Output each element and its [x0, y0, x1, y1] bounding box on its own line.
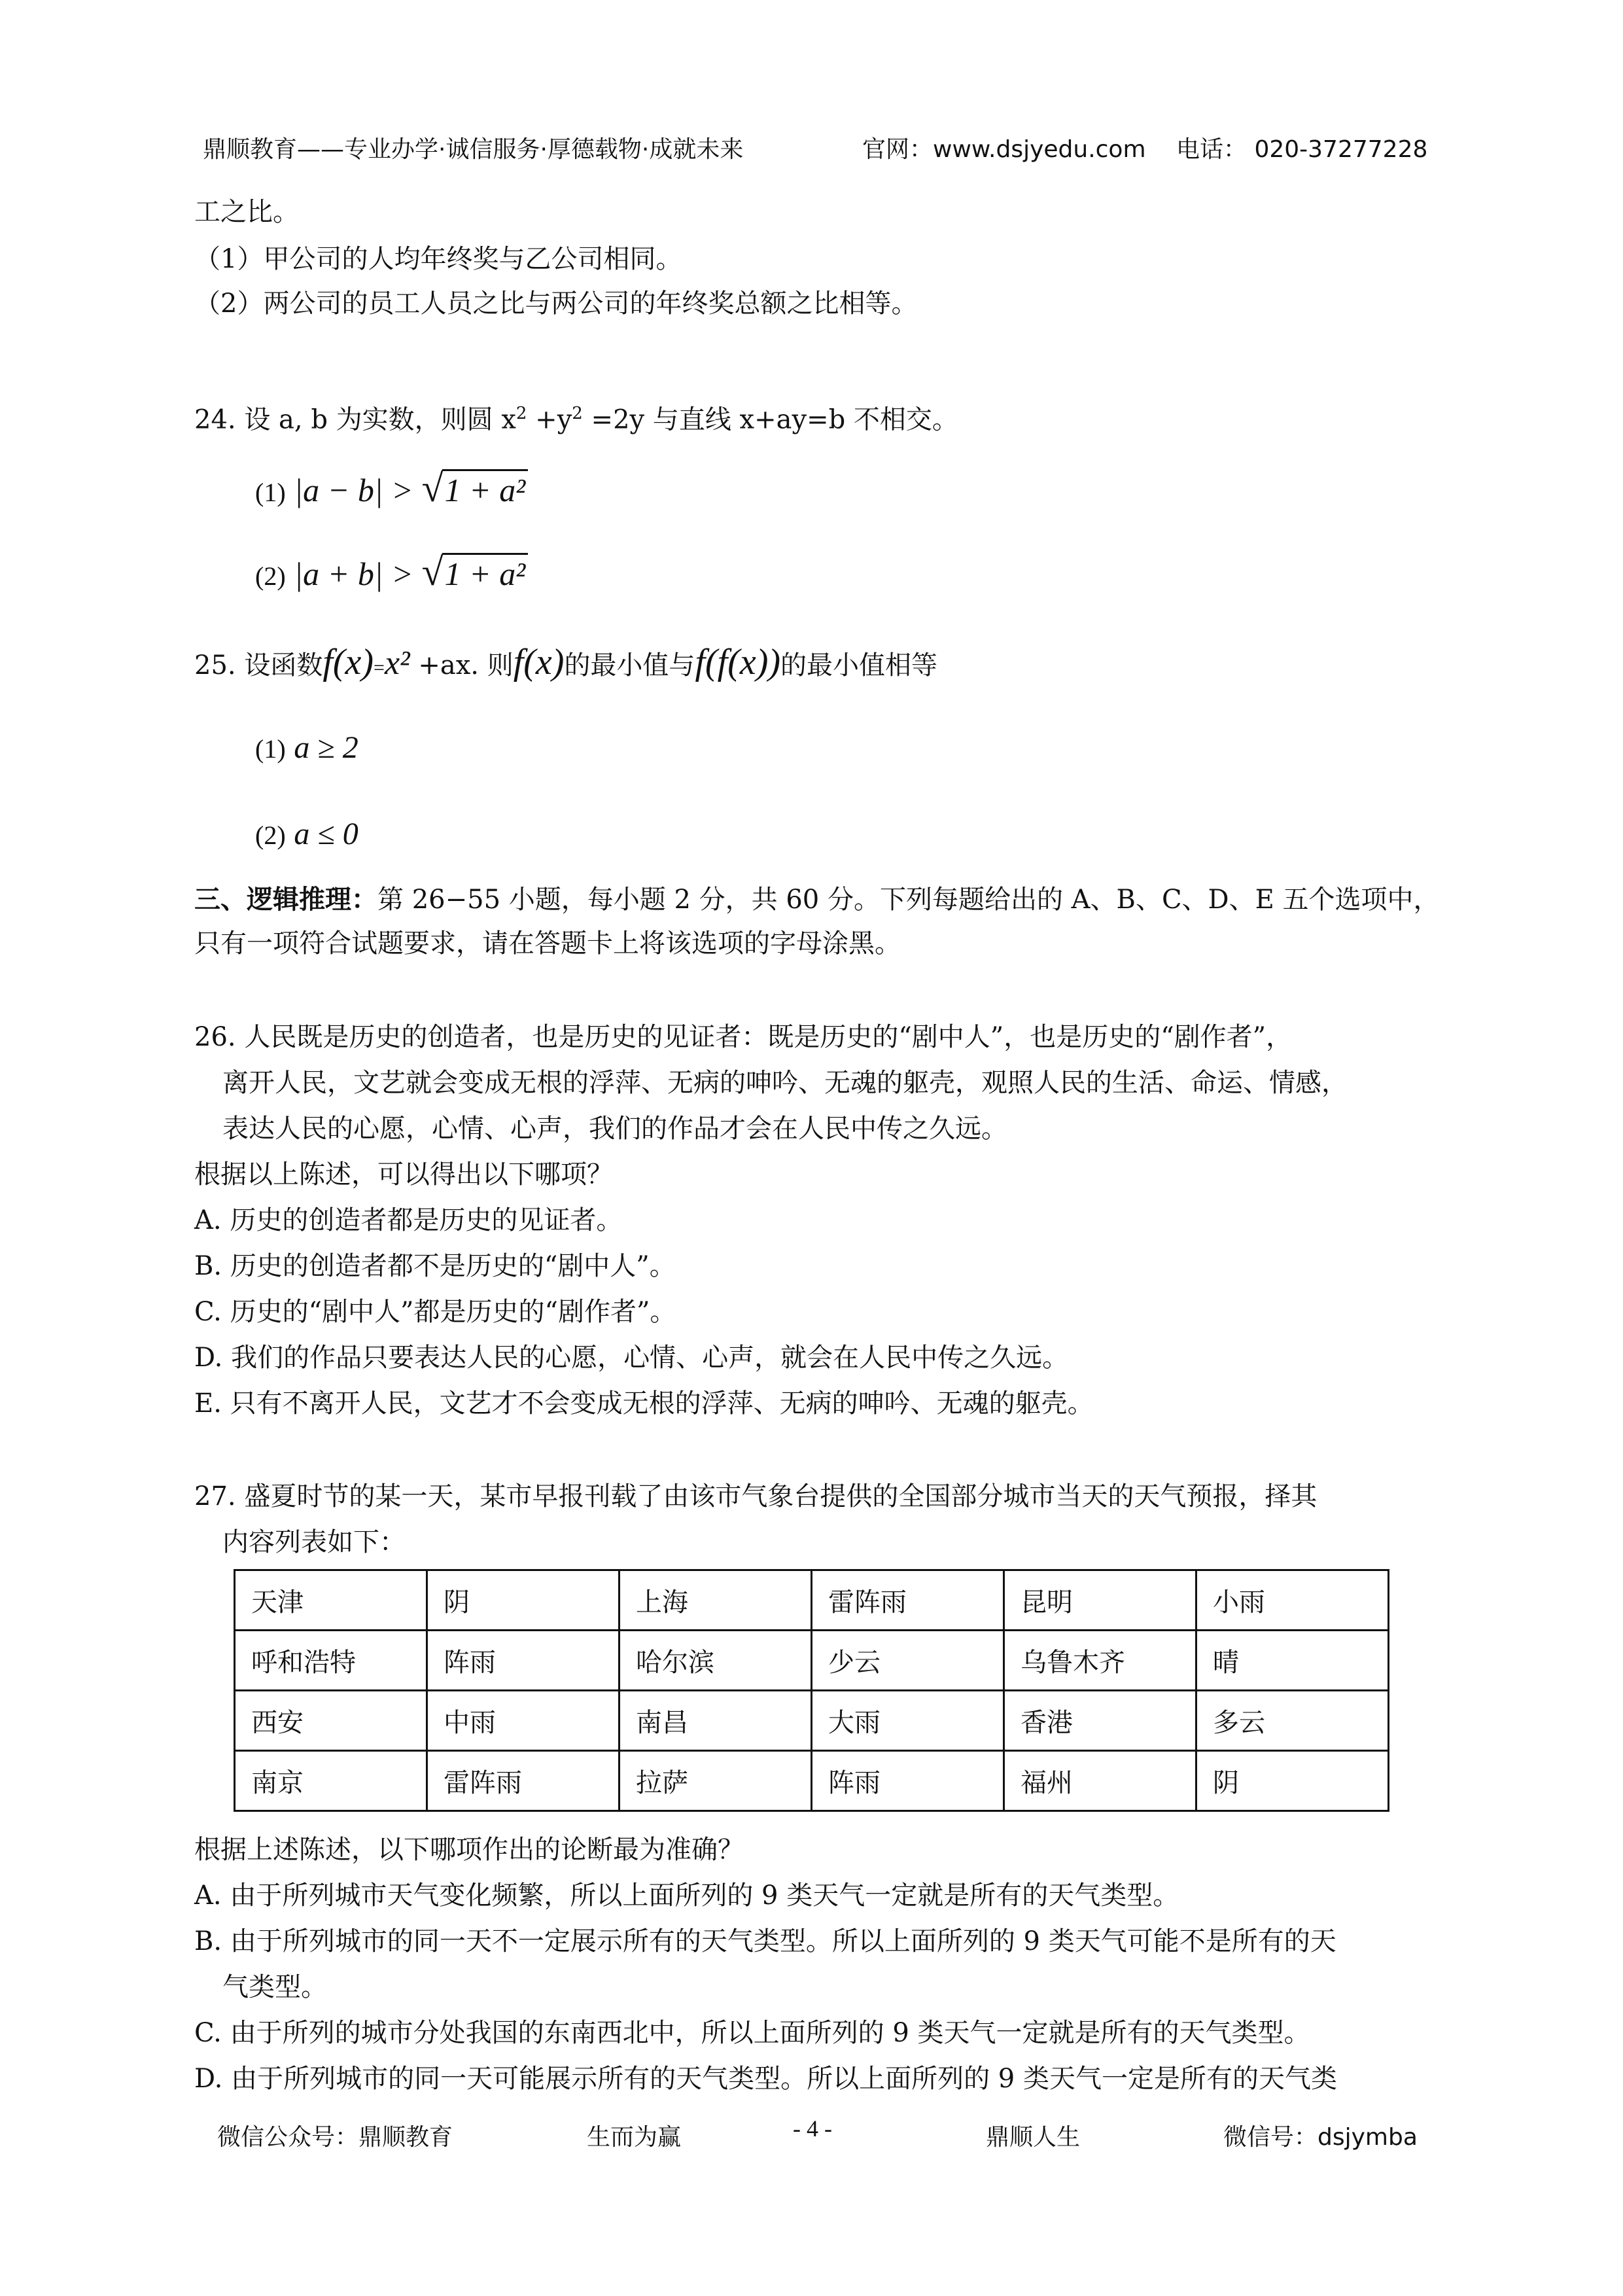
page-number: - 4 - [793, 2115, 832, 2142]
q27-option-a: A. 由于所列城市天气变化频繁，所以上面所列的 9 类天气一定就是所有的天气类型。 [194, 1881, 1179, 1911]
header-website: 官网：www.dsjyedu.com [862, 136, 1146, 163]
q27-option-d: D. 由于所列城市的同一天可能展示所有的天气类型。所以上面所列的 9 类天气一定是所有的天气类 [194, 2064, 1337, 2094]
footer-wechat-public: 微信公众号：鼎顺教育 [217, 2124, 453, 2151]
table-cell: 大雨 [812, 1691, 1004, 1751]
table-cell: 雷阵雨 [812, 1570, 1004, 1631]
table-cell: 阴 [427, 1570, 620, 1631]
table-cell: 雷阵雨 [427, 1751, 620, 1811]
table-cell: 小雨 [1196, 1570, 1389, 1631]
table-cell: 拉萨 [620, 1751, 812, 1811]
footer-life: 鼎顺人生 [986, 2124, 1081, 2151]
section-3-instructions: 只有一项符合试题要求，请在答题卡上将该选项的字母涂黑。 [194, 928, 901, 959]
footer-slogan: 生而为赢 [587, 2124, 682, 2151]
q24-stem: 24. 设 a, b 为实数，则圆 $x^2 +y^2 =2y$ 与直线 x+ay=b 不相交。 [194, 404, 958, 435]
footer-wechat-id: 微信号：dsjymba [1223, 2124, 1418, 2151]
q27-stem-line-2: 内容列表如下： [222, 1527, 406, 1557]
table-cell: 少云 [812, 1631, 1004, 1691]
q27-option-c: C. 由于所列的城市分处我国的东南西北中，所以上面所列的 9 类天气一定就是所有的天气类型。 [194, 2018, 1310, 2048]
q26-stem-line-2: 离开人民，文艺就会变成无根的浮萍、无病的呻吟、无魂的躯壳，观照人民的生活、命运、情感， [222, 1068, 1348, 1098]
table-cell: 西安 [235, 1691, 427, 1751]
table-cell: 晴 [1196, 1631, 1389, 1691]
table-row [235, 1631, 1389, 1691]
table-cell: 呼和浩特 [235, 1631, 427, 1691]
q26-stem-line-3: 表达人民的心愿，心情、心声，我们的作品才会在人民中传之久远。 [222, 1114, 1007, 1144]
q25-stem: 25. 设函数f(x)=x² +ax. 则f(x)的最小值与f(f(x))的最小值相等 [194, 642, 938, 682]
weather-table [234, 1569, 1389, 1812]
q26-option-c: C. 历史的“剧中人”都是历史的“剧作者”。 [194, 1297, 676, 1327]
q27-stem-line-1: 27. 盛夏时节的某一天，某市早报刊载了由该市气象台提供的全国部分城市当天的天气预报，择其 [194, 1481, 1318, 1511]
table-cell: 南京 [235, 1751, 427, 1811]
q24-condition-1: (1) |a − b| > √1 + a² [255, 466, 528, 511]
header-slogan: 鼎顺教育——专业办学·诚信服务·厚德载物·成就未来 [203, 136, 744, 163]
q25-condition-2: (2) a ≤ 0 [255, 817, 358, 851]
q26-option-d: D. 我们的作品只要表达人民的心愿，心情、心声，就会在人民中传之久远。 [194, 1343, 1069, 1373]
table-cell: 昆明 [1004, 1570, 1196, 1631]
table-cell: 香港 [1004, 1691, 1196, 1751]
table-cell: 中雨 [427, 1691, 620, 1751]
table-cell: 南昌 [620, 1691, 812, 1751]
q26-option-b: B. 历史的创造者都不是历史的“剧中人”。 [194, 1251, 676, 1281]
q23-condition-2: （2）两公司的员工人员之比与两公司的年终奖总额之比相等。 [194, 289, 918, 319]
q23-continuation: 工之比。 [194, 197, 299, 227]
table-cell: 多云 [1196, 1691, 1389, 1751]
q27-option-b-line-2: 气类型。 [222, 1972, 327, 2002]
q24-condition-2: (2) |a + b| > √1 + a² [255, 550, 528, 595]
table-cell: 阵雨 [812, 1751, 1004, 1811]
section-3-heading: 三、逻辑推理：第 26−55 小题，每小题 2 分，共 60 分。下列每题给出的 A、B、C、D、E 五个选项中， [194, 884, 1440, 915]
q27-option-b-line-1: B. 由于所列城市的同一天不一定展示所有的天气类型。所以上面所列的 9 类天气可能不是所有的天 [194, 1926, 1336, 1956]
table-cell: 上海 [620, 1570, 812, 1631]
q23-condition-1: （1）甲公司的人均年终奖与乙公司相同。 [194, 244, 682, 274]
table-cell: 阵雨 [427, 1631, 620, 1691]
table-row [235, 1751, 1389, 1811]
q26-question: 根据以上陈述，可以得出以下哪项？ [194, 1159, 613, 1190]
table-cell: 乌鲁木齐 [1004, 1631, 1196, 1691]
table-row [235, 1570, 1389, 1631]
table-cell: 天津 [235, 1570, 427, 1631]
q26-stem-line-1: 26. 人民既是历史的创造者，也是历史的见证者：既是历史的“剧中人”，也是历史的“剧作者”， [194, 1022, 1293, 1052]
q27-question: 根据上述陈述，以下哪项作出的论断最为准确？ [194, 1835, 744, 1865]
q25-condition-1: (1) a ≥ 2 [255, 730, 358, 765]
header-phone: 电话： 020-37277228 [1176, 136, 1428, 163]
table-cell: 哈尔滨 [620, 1631, 812, 1691]
q26-option-a: A. 历史的创造者都是历史的见证者。 [194, 1205, 623, 1235]
table-cell: 福州 [1004, 1751, 1196, 1811]
q26-option-e: E. 只有不离开人民，文艺才不会变成无根的浮萍、无病的呻吟、无魂的躯壳。 [194, 1388, 1094, 1419]
table-cell: 阴 [1196, 1751, 1389, 1811]
table-row [235, 1691, 1389, 1751]
